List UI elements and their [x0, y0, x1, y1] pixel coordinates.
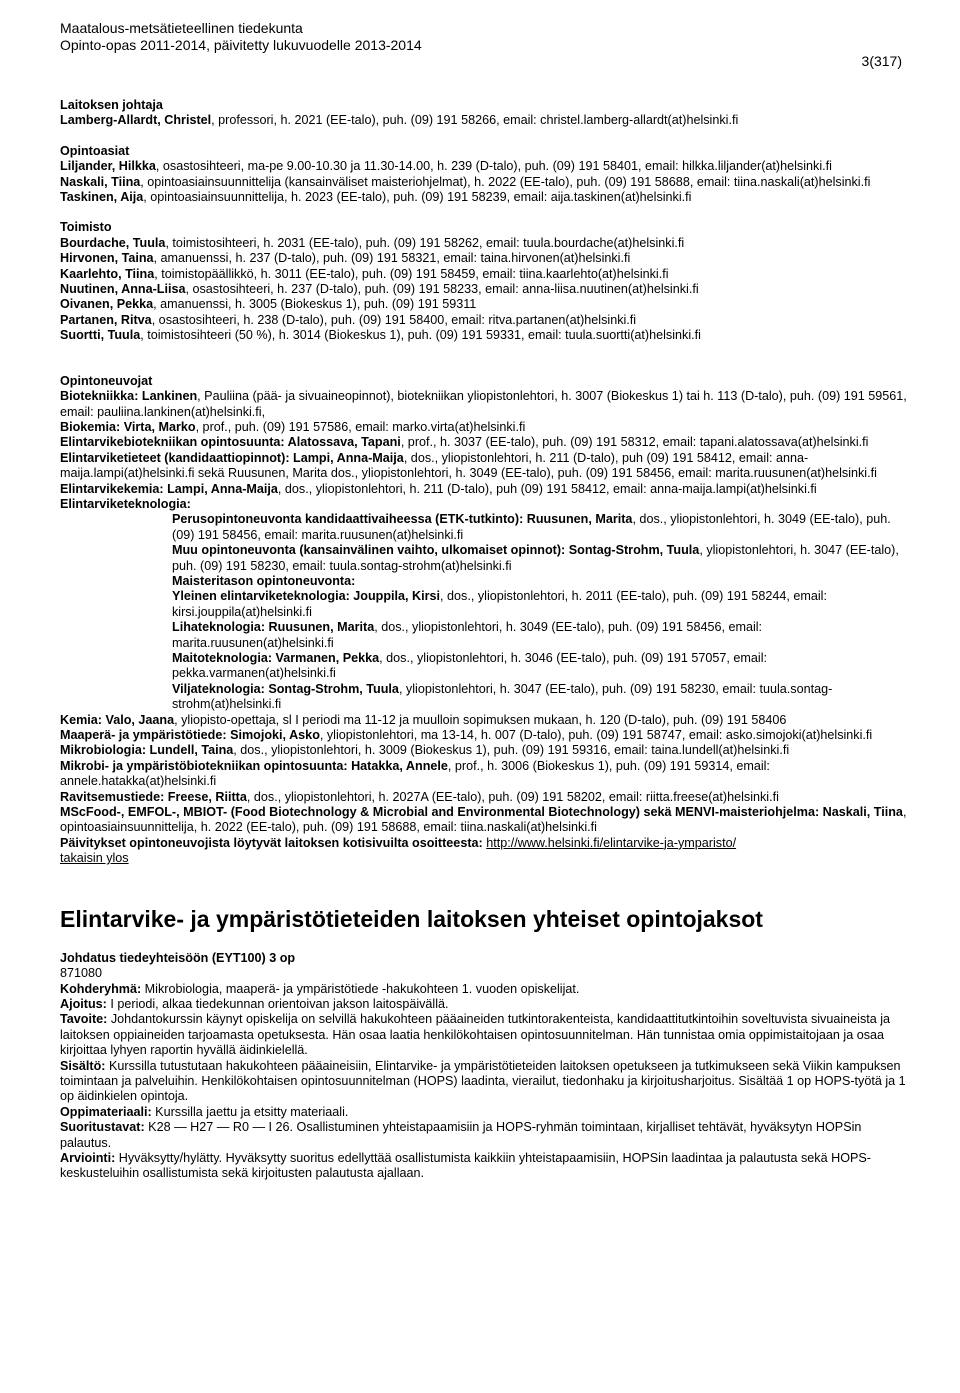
food-tech-advisors — [60, 512, 910, 712]
contact-entry: Liljander, Hilkka, osastosihteeri, ma-pe 9.00-10.30 ja 11.30-14.00, h. 239 (D-talo), puh. (09) 191 58401, email: hilkka.liljander(at)helsinki.fi — [60, 159, 832, 174]
advisor-entry: Maitoteknologia: Varmanen, Pekka, dos., yliopistonlehtori, h. 3046 (EE-talo), puh. (09) 191 57057, email: pekka.varmanen(at)helsinki.fi — [172, 651, 768, 681]
section-title: Opintoasiat — [60, 143, 130, 158]
section-title: Toimisto — [60, 220, 112, 235]
course-details — [60, 982, 910, 1182]
contact-entry: Taskinen, Aija, opintoasiainsuunnittelija, h. 2023 (EE-talo), puh. (09) 191 58239, email: aija.taskinen(at)helsinki.fi — [60, 190, 692, 205]
advisor-entry: Ravitsemustiede: Freese, Riitta, dos., yliopistonlehtori, h. 2027A (EE-talo), puh. (09) 191 58202, email: riitta.freese(at)helsinki.fi — [60, 789, 779, 804]
contact-entry: Bourdache, Tuula, toimistosihteeri, h. 2031 (EE-talo), puh. (09) 191 58262, email: tuula.bourdache(at)helsinki.fi — [60, 235, 685, 250]
staff-list — [60, 236, 910, 344]
advisor-list-other — [60, 713, 910, 836]
advisor-entry: Elintarviketieteet (kandidaattiopinnot): Lampi, Anna-Maija, dos., yliopistonlehtori, h. 211 (D-talo), puh (09) 191 58412, email: anna-maija.lampi(at)helsinki.fi sekä Ruusunen, Marita dos., yliopistonlehtori, h. 3049 (EE-talo), puh. (09) 191 58456, email: marita.ruusunen(at)helsinki.fi — [60, 450, 877, 481]
advisor-entry: Biotekniikka: Lankinen, Pauliina (pää- ja sivuaineopinnot), biotekniikan yliopistonlehtori, h. 3007 (Biokeskus 1) tai h. 113 (D-talo), puh. (09) 191 59561, email: pauliina.lankinen(at)helsinki.fi, — [60, 389, 907, 419]
updates-note: Päivitykset opintoneuvojista löytyvät laitoksen kotisivuilta osoitteesta: — [60, 835, 483, 850]
contact-entry: Naskali, Tiina, opintoasiainsuunnittelija (kansainväliset maisteriohjelmat), h. 2022 (EE-talo), puh. (09) 191 58688, email: tiina.naskali(at)helsinki.fi — [60, 174, 871, 189]
course-code: 871080 — [60, 966, 103, 981]
course-field: Oppimateriaali: Kurssilla jaettu ja etsitty materiaali. — [60, 1104, 349, 1119]
faculty-name: Maatalous-metsätieteellinen tiedekunta — [60, 20, 303, 36]
course-field: Arviointi: Hyväksytty/hylätty. Hyväksytty suoritus edellyttää osallistumista kaikkiin yhteistapaamisiin, HOPSin laadintaa ja palautusta sekä HOPS-keskusteluihin osallistumista sekä kirjoitusten palautusta ajallaan. — [60, 1150, 871, 1181]
course-field: Tavoite: Johdantokurssin käynyt opiskelija on selvillä hakukohteen pääaineiden tutkintorakenteista, kandidaattitutkintoihin soveltuvista sivuaineista ja laitoksen oppiaineiden tarjoamasta opetuksesta. Hän osaa laatia henkilökohtaisen opintosuunnitelman. Hän tunnistaa omia oppimistaitojaan ja osaa kirjoittaa lyhyen raportin hyvällä äidinkielellä. — [60, 1012, 891, 1058]
advisor-entry: Elintarvikekemia: Lampi, Anna-Maija, dos., yliopistonlehtori, h. 211 (D-talo), puh (09) 191 58412, email: anna-maija.lampi(at)helsinki.fi — [60, 481, 817, 496]
back-to-top-link[interactable]: takaisin ylos — [60, 851, 129, 866]
advisor-entry: Mikrobiologia: Lundell, Taina, dos., yliopistonlehtori, h. 3009 (Biokeskus 1), puh. (09) 191 59316, email: taina.lundell(at)helsinki.fi — [60, 743, 790, 758]
contact-entry: Partanen, Ritva, osastosihteeri, h. 238 (D-talo), puh. (09) 191 58400, email: ritva.partanen(at)helsinki.fi — [60, 312, 637, 327]
website-link[interactable]: http://www.helsinki.fi/elintarvike-ja-ymparisto/ — [486, 835, 737, 850]
advisor-list — [60, 389, 910, 512]
course-field: Sisältö: Kurssilla tutustutaan hakukohteen pääaineisiin, Elintarvike- ja ympäristötieteiden laitoksen opetukseen ja tutkimukseen sekä Viikin kampuksen toimintaan ja palveluihin. Henkilökohtaisen opintosuunnitelman (HOPS) laadinta, vierailut, tiedonhaku ja kirjoitusharjoitus. Sisältää 1 op HOPS-työtä ja 1 op äidinkielen opintoja. — [60, 1058, 906, 1104]
advisor-entry: Lihateknologia: Ruusunen, Marita, dos., yliopistonlehtori, h. 3049 (EE-talo), puh. (09) 191 58456, email: marita.ruusunen(at)helsinki.fi — [172, 620, 763, 650]
course-section-heading: Elintarvike- ja ympäristötieteiden laitoksen yhteiset opintojaksot — [60, 905, 763, 932]
contact-entry: Oivanen, Pekka, amanuenssi, h. 3005 (Biokeskus 1), puh. (09) 191 59311 — [60, 297, 477, 312]
advisor-entry: Maisteritason opintoneuvonta: — [172, 573, 356, 588]
course-field: Suoritustavat: K28 — H27 — R0 — I 26. Osallistuminen yhteistapaamisiin ja HOPS-ryhmän toimintaan, kirjalliset tehtävät, hyväksytyn HOPSin palautus. — [60, 1120, 862, 1150]
contact-entry: Nuutinen, Anna-Liisa, osastosihteeri, h. 237 (D-talo), puh. (09) 191 58233, email: anna-liisa.nuutinen(at)helsinki.fi — [60, 282, 699, 297]
advisor-entry: Viljateknologia: Sontag-Strohm, Tuula, yliopistonlehtori, h. 3047 (EE-talo), puh. (09) 191 58230, email: tuula.sontag-strohm(at)helsinki.fi — [172, 681, 833, 712]
advisor-entry: Muu opintoneuvonta (kansainvälinen vaihto, ulkomaiset opinnot): Sontag-Strohm, Tuula, yliopistonlehtori, h. 3047 (EE-talo), puh. (09) 191 58230, email: tuula.sontag-strohm(at)helsinki.fi — [172, 543, 899, 573]
contact-entry: Kaarlehto, Tiina, toimistopäällikkö, h. 3011 (EE-talo), puh. (09) 191 58459, email: tiina.kaarlehto(at)helsinki.fi — [60, 266, 669, 281]
advisor-entry: Maaperä- ja ympäristötiede: Simojoki, Asko, yliopistonlehtori, ma 13-14, h. 007 (D-talo), puh. (09) 191 58747, email: asko.simojoki(at)helsinki.fi — [60, 728, 873, 743]
page-header — [60, 20, 910, 54]
advisor-entry: Perusopintoneuvonta kandidaattivaiheessa (ETK-tutkinto): Ruusunen, Marita, dos., yliopistonlehtori, h. 3049 (EE-talo), puh. (09) 191 58456, email: marita.ruusunen(at)helsinki.fi — [172, 512, 891, 542]
contact-entry: Lamberg-Allardt, Christel, professori, h. 2021 (EE-talo), puh. (09) 191 58266, email: christel.lamberg-allardt(at)helsinki.fi — [60, 113, 739, 128]
advisor-entry: Elintarvikebiotekniikan opintosuunta: Alatossava, Tapani, prof., h. 3037 (EE-talo), puh. (09) 191 58312, email: tapani.alatossava(at)helsinki.fi — [60, 435, 869, 450]
contact-entry: Suortti, Tuula, toimistosihteeri (50 %), h. 3014 (Biokeskus 1), puh. (09) 191 59331, email: tuula.suortti(at)helsinki.fi — [60, 328, 701, 343]
page-number: 3(317) — [861, 53, 902, 69]
course-field: Kohderyhmä: Mikrobiologia, maaperä- ja ympäristötiede -hakukohteen 1. vuoden opiskelijat. — [60, 981, 580, 996]
document-body — [60, 98, 910, 1182]
course-title: Johdatus tiedeyhteisöön (EYT100) 3 op — [60, 950, 296, 965]
advisor-entry: Biokemia: Virta, Marko, prof., puh. (09) 191 57586, email: marko.virta(at)helsinki.fi — [60, 419, 526, 434]
advisor-entry: Yleinen elintarviketeknologia: Jouppila, Kirsi, dos., yliopistonlehtori, h. 2011 (EE-talo), puh. (09) 191 58244, email: kirsi.jouppila(at)helsinki.fi — [172, 589, 827, 619]
advisor-entry: Elintarviketeknologia: — [60, 496, 191, 511]
advisor-entry: Kemia: Valo, Jaana, yliopisto-opettaja, sl I periodi ma 11-12 ja muulloin sopimuksen mukaan, h. 120 (D-talo), puh. (09) 191 58406 — [60, 712, 787, 727]
advisor-entry: MScFood-, EMFOL-, MBIOT- (Food Biotechnology & Microbial and Environmental Biotechnology) sekä MENVI-maisteriohjelma: Naskali, Tiina, opintoasiainsuunnittelija, h. 2022 (EE-talo), puh. (09) 191 58688, email: tiina.naskali(at)helsinki.fi — [60, 805, 907, 835]
section-title: Opintoneuvojat — [60, 373, 153, 388]
course-field: Ajoitus: I periodi, alkaa tiedekunnan orientoivan jakson laitospäivällä. — [60, 996, 449, 1011]
section-title: Laitoksen johtaja — [60, 98, 163, 112]
guide-title: Opinto-opas 2011-2014, päivitetty lukuvuodelle 2013-2014 — [60, 37, 422, 53]
advisor-entry: Mikrobi- ja ympäristöbiotekniikan opintosuunta: Hatakka, Annele, prof., h. 3006 (Biokeskus 1), puh. (09) 191 59314, email: annele.hatakka(at)helsinki.fi — [60, 758, 770, 789]
contact-entry: Hirvonen, Taina, amanuenssi, h. 237 (D-talo), puh. (09) 191 58321, email: taina.hirvonen(at)helsinki.fi — [60, 251, 631, 266]
